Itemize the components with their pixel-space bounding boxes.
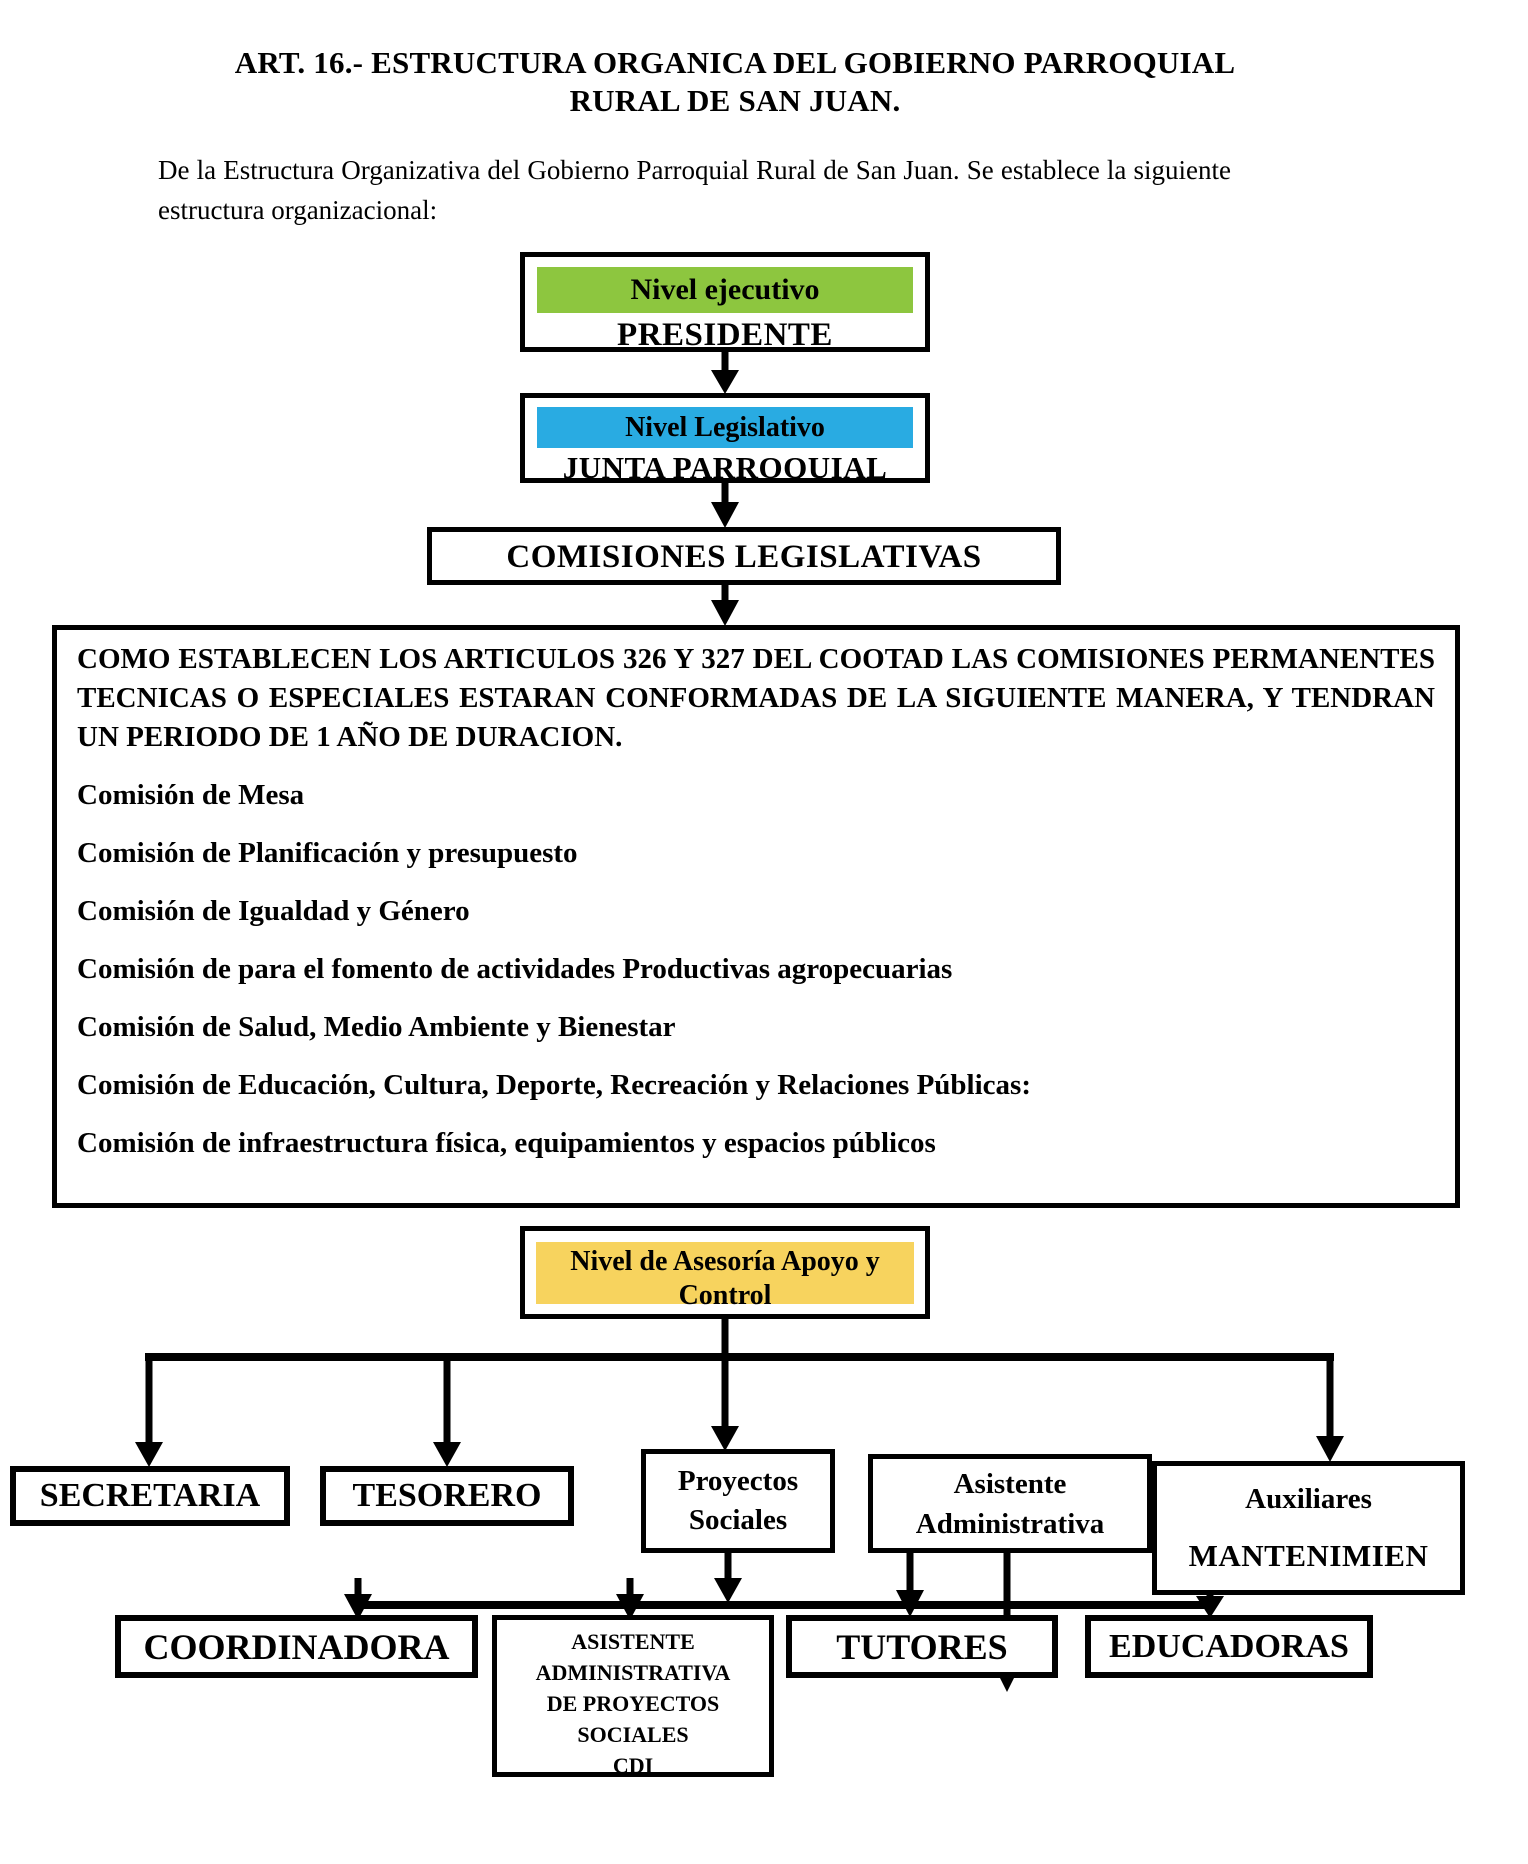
legislative-title: JUNTA PARROQUIAL: [562, 450, 888, 485]
commissions-note: COMO ESTABLECEN LOS ARTICULOS 326 Y 327 DEL COOTAD LAS COMISIONES PERMANENTES TECNICAS O ESPECIALES ESTARAN CONFORMADAS DE LA SIGUIENTE MANERA, Y TENDRAN UN PERIODO DE 1 AÑO DE DURACION.: [77, 643, 1435, 753]
commissions-detail-box: [52, 625, 1460, 1208]
intro-paragraph: De la Estructura Organizativa del Gobierno Parroquial Rural de San Juan. Se establece la siguiente estructura organizacional:: [158, 155, 1231, 225]
executive-level-highlight: [537, 267, 913, 313]
org-box-legislative: [520, 393, 930, 483]
org-box-executive: [520, 252, 930, 352]
org-box-secretaria: SECRETARIA: [10, 1466, 290, 1526]
legislative-level-label: Nivel Legislativo: [625, 412, 825, 443]
org-box-tesorero: TESORERO: [320, 1466, 574, 1526]
commission-item: Comisión de Educación, Cultura, Deporte, Recreación y Relaciones Públicas:: [77, 1069, 1031, 1101]
org-box-auxiliares-mantenimiento: [1152, 1461, 1465, 1595]
executive-title: PRESIDENTE: [617, 317, 833, 353]
cdi-label-line: ASISTENTE: [571, 1629, 695, 1654]
article-title-line1: ART. 16.- ESTRUCTURA ORGANICA DEL GOBIERNO PARROQUIAL: [234, 45, 1236, 80]
mantenimiento-label: MANTENIMIEN: [1188, 1537, 1429, 1573]
cdi-label-line: SOCIALES: [577, 1722, 689, 1747]
executive-level-label: Nivel ejecutivo: [630, 273, 820, 306]
org-box-educadoras: EDUCADORAS: [1085, 1615, 1373, 1678]
commission-item: Comisión de Salud, Medio Ambiente y Bienestar: [77, 1011, 676, 1043]
org-box-advisory-level: [520, 1226, 930, 1319]
commission-item: Comisión de infraestructura física, equipamientos y espacios públicos: [77, 1127, 936, 1159]
org-box-asistente-proyectos-cdi: [492, 1615, 774, 1777]
cdi-label-line: DE PROYECTOS: [546, 1691, 720, 1716]
org-box-coordinadora: COORDINADORA: [115, 1615, 478, 1678]
org-box-comisiones-legislativas: COMISIONES LEGISLATIVAS: [427, 527, 1061, 585]
commission-item: Comisión de Planificación y presupuesto: [77, 837, 578, 869]
org-box-proyectos-sociales: Proyectos Sociales: [641, 1449, 835, 1553]
org-box-asistente-administrativa: Asistente Administrativa: [868, 1454, 1152, 1553]
cdi-label-line: ADMINISTRATIVA: [535, 1660, 731, 1685]
advisory-level-highlight: [536, 1242, 914, 1311]
legislative-level-highlight: [537, 407, 913, 448]
advisory-level-label: Nivel de Asesoría Apoyo y Control: [570, 1246, 880, 1311]
commission-item: Comisión de para el fomento de actividades Productivas agropecuarias: [77, 953, 953, 985]
org-box-tutores: TUTORES: [786, 1615, 1058, 1678]
commission-item: Comisión de Mesa: [77, 779, 305, 811]
auxiliares-label: Auxiliares: [1245, 1482, 1372, 1515]
commission-item: Comisión de Igualdad y Género: [77, 895, 470, 927]
cdi-label-line: CDI: [612, 1753, 654, 1778]
article-title-line2: RURAL DE SAN JUAN.: [569, 83, 901, 118]
